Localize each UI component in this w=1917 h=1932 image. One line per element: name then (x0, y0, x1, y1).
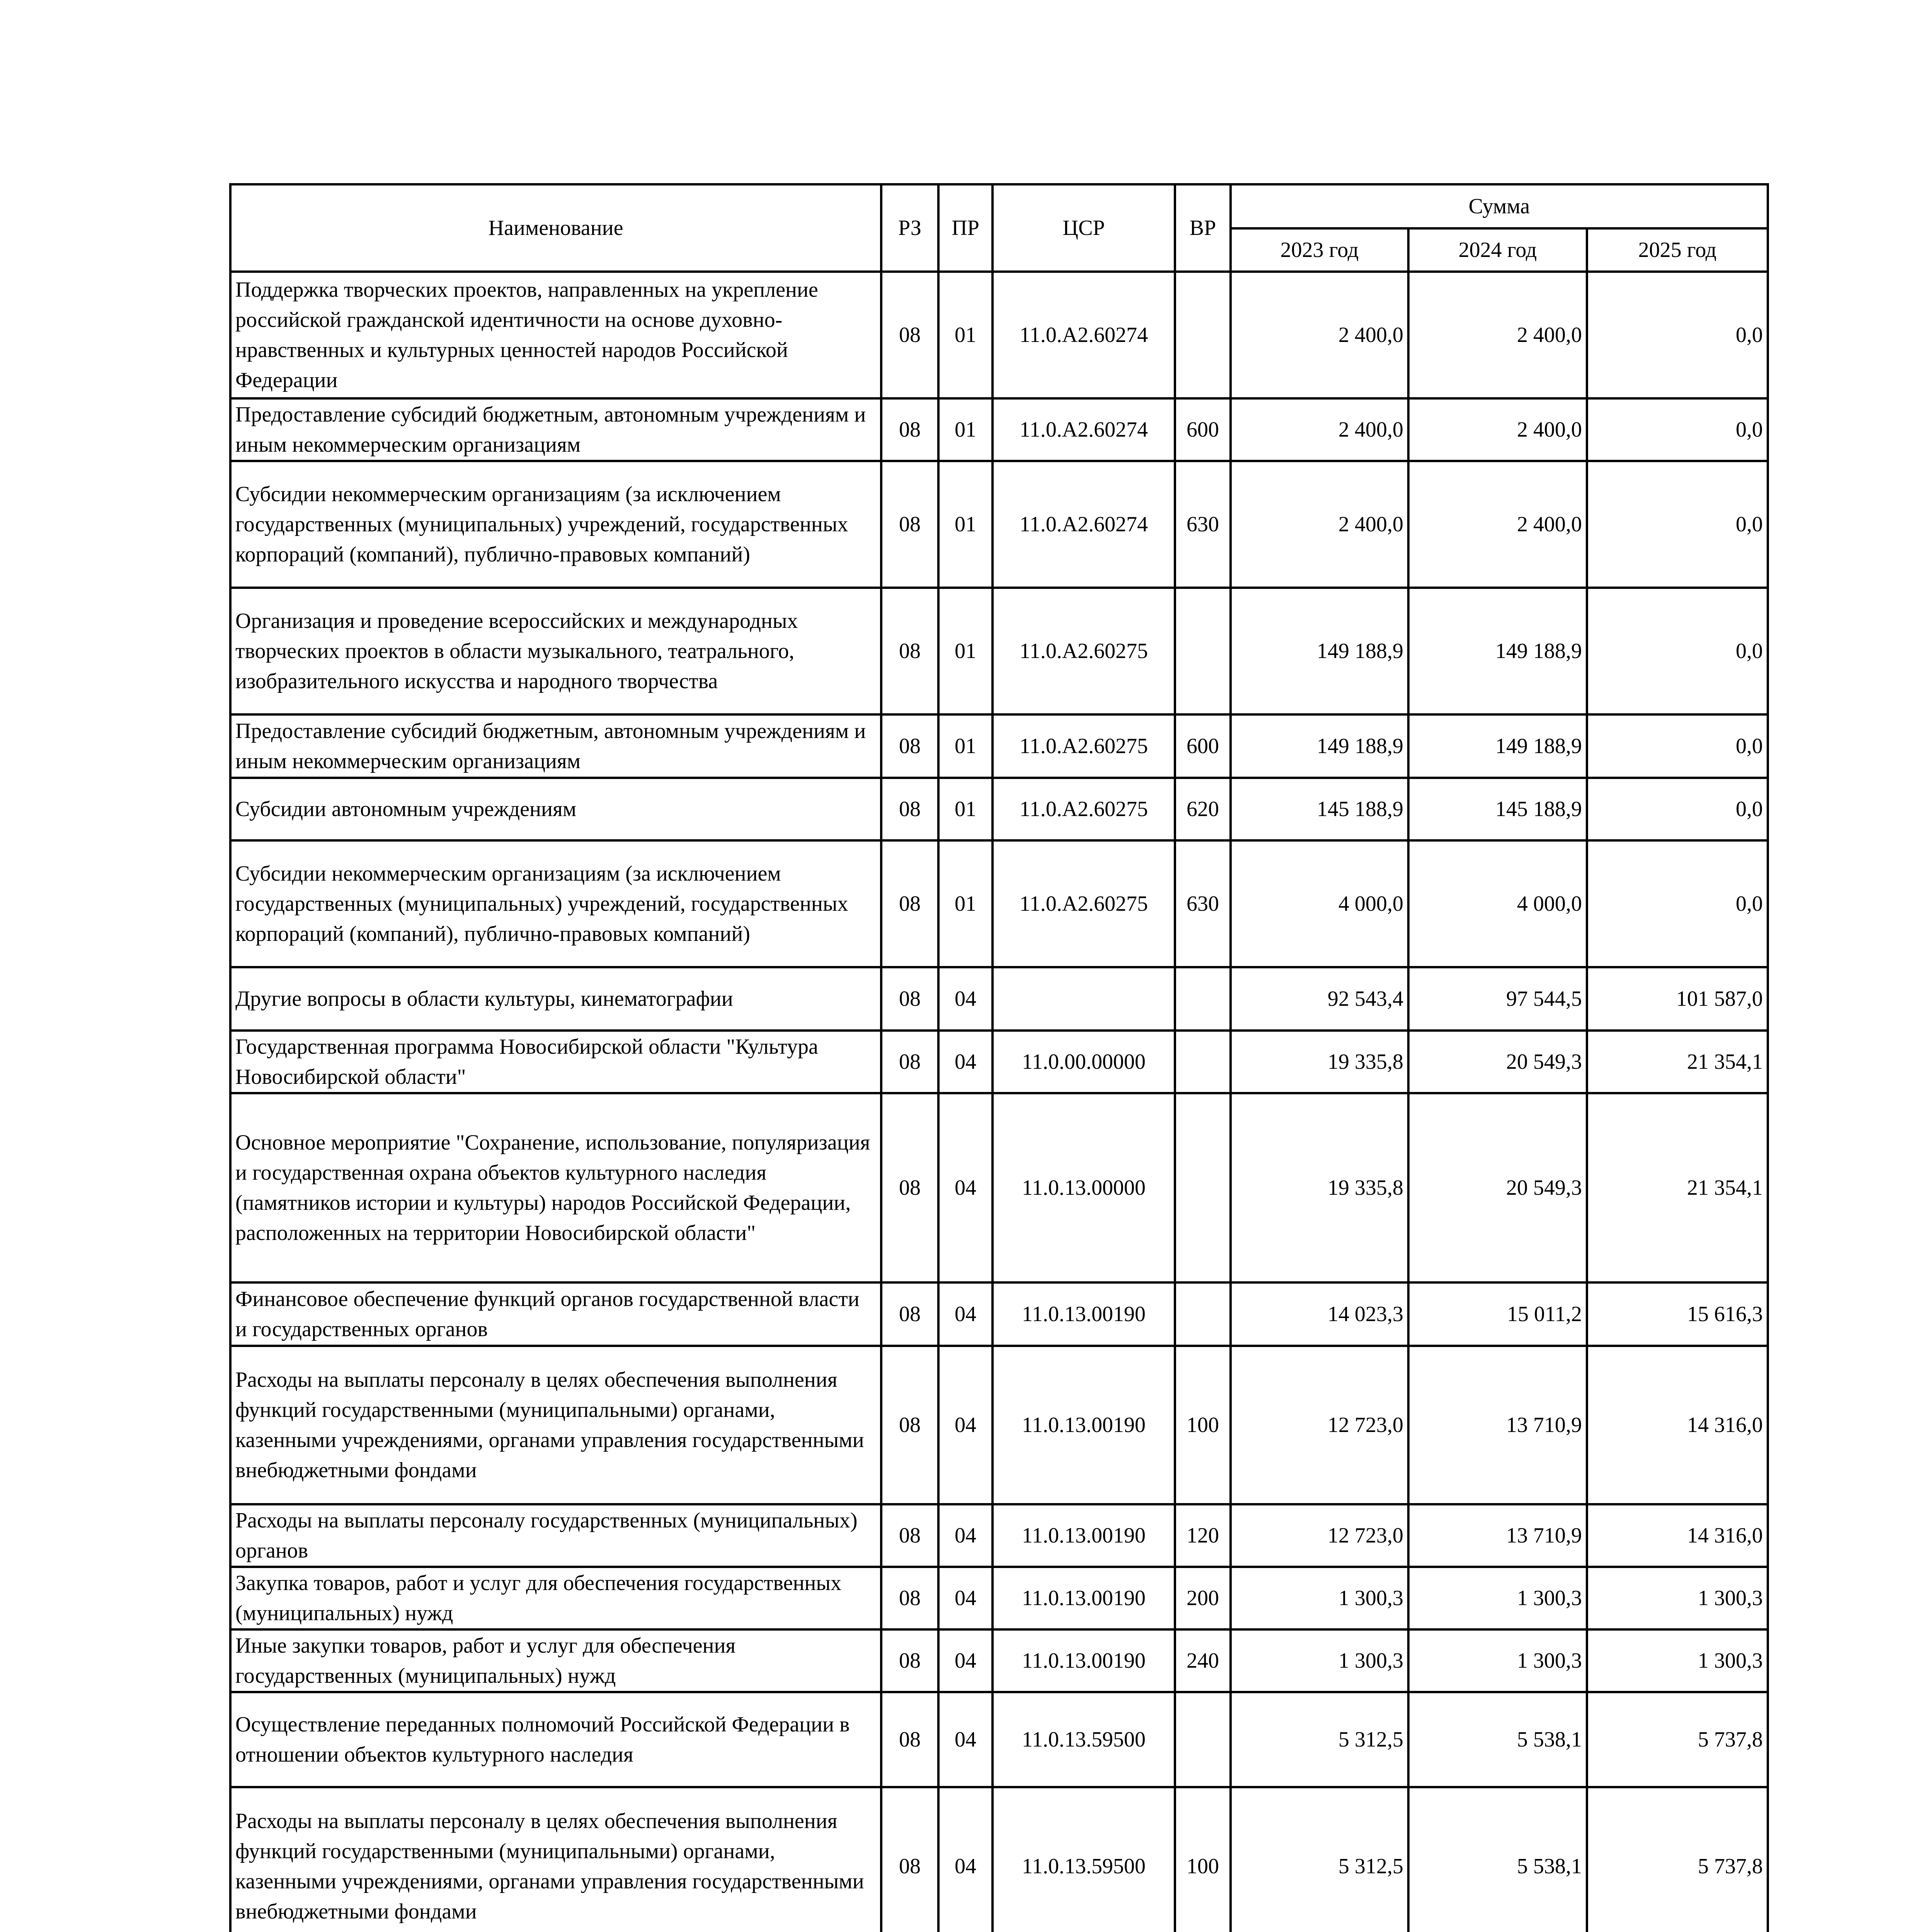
row-rz: 08 (881, 967, 938, 1031)
row-pr: 01 (938, 398, 993, 461)
row-amount-2025: 5 737,8 (1587, 1692, 1768, 1787)
row-amount-2025: 0,0 (1587, 714, 1768, 778)
row-amount-2024: 13 710,9 (1408, 1346, 1587, 1504)
table-row (230, 967, 1768, 1031)
row-name: Основное мероприятие "Сохранение, использование, популяризация и государственная охрана объектов культурного наследия (памятников истории и культуры) народов Российской Федерации, расположенных на территории Новосибирской области" (230, 1093, 881, 1282)
row-amount-2025: 0,0 (1587, 272, 1768, 398)
header-pr: ПР (938, 184, 993, 272)
row-vr: 600 (1175, 398, 1231, 461)
row-amount-2024: 20 549,3 (1408, 1031, 1587, 1093)
row-amount-2023: 2 400,0 (1231, 272, 1408, 398)
row-rz: 08 (881, 1031, 938, 1093)
row-amount-2025: 21 354,1 (1587, 1031, 1768, 1093)
row-amount-2024: 2 400,0 (1408, 461, 1587, 588)
row-vr: 100 (1175, 1787, 1231, 1932)
row-pr: 04 (938, 1692, 993, 1787)
row-csr: 11.0.13.00190 (993, 1504, 1175, 1567)
table-row (230, 840, 1768, 967)
row-vr (1175, 967, 1231, 1031)
table-row (230, 1031, 1768, 1093)
row-amount-2024: 2 400,0 (1408, 272, 1587, 398)
row-pr: 04 (938, 1504, 993, 1567)
row-rz: 08 (881, 1093, 938, 1282)
row-pr: 04 (938, 1346, 993, 1504)
table-row (230, 1629, 1768, 1692)
header-sum: Сумма (1231, 184, 1768, 228)
table-row (230, 1692, 1768, 1787)
row-amount-2025: 1 300,3 (1587, 1567, 1768, 1629)
row-pr: 04 (938, 1093, 993, 1282)
row-amount-2023: 19 335,8 (1231, 1031, 1408, 1093)
row-rz: 08 (881, 398, 938, 461)
row-pr: 01 (938, 840, 993, 967)
row-csr: 11.0.00.00000 (993, 1031, 1175, 1093)
row-csr: 11.0.А2.60275 (993, 778, 1175, 840)
row-name: Предоставление субсидий бюджетным, автономным учреждениям и иным некоммерческим организациям (230, 398, 881, 461)
row-rz: 08 (881, 778, 938, 840)
row-csr: 11.0.13.00190 (993, 1282, 1175, 1346)
row-rz: 08 (881, 1692, 938, 1787)
row-amount-2025: 101 587,0 (1587, 967, 1768, 1031)
row-pr: 01 (938, 714, 993, 778)
row-amount-2024: 149 188,9 (1408, 714, 1587, 778)
row-vr (1175, 272, 1231, 398)
row-amount-2023: 5 312,5 (1231, 1787, 1408, 1932)
header-csr: ЦСР (993, 184, 1175, 272)
row-amount-2023: 149 188,9 (1231, 588, 1408, 714)
row-csr: 11.0.13.59500 (993, 1692, 1175, 1787)
row-name: Предоставление субсидий бюджетным, автономным учреждениям и иным некоммерческим организациям (230, 714, 881, 778)
header-year-2025: 2025 год (1587, 228, 1768, 272)
row-pr: 01 (938, 778, 993, 840)
row-amount-2024: 5 538,1 (1408, 1787, 1587, 1932)
row-amount-2023: 14 023,3 (1231, 1282, 1408, 1346)
row-vr (1175, 1282, 1231, 1346)
row-amount-2025: 14 316,0 (1587, 1346, 1768, 1504)
row-rz: 08 (881, 1629, 938, 1692)
row-amount-2024: 13 710,9 (1408, 1504, 1587, 1567)
row-amount-2024: 1 300,3 (1408, 1567, 1587, 1629)
row-name: Организация и проведение всероссийских и международных творческих проектов в области музыкального, театрального, изобразительного искусства и народного творчества (230, 588, 881, 714)
row-csr: 11.0.13.00190 (993, 1567, 1175, 1629)
row-vr (1175, 1093, 1231, 1282)
row-amount-2024: 15 011,2 (1408, 1282, 1587, 1346)
row-amount-2023: 1 300,3 (1231, 1629, 1408, 1692)
row-amount-2023: 2 400,0 (1231, 461, 1408, 588)
row-vr: 100 (1175, 1346, 1231, 1504)
header-vr: ВР (1175, 184, 1231, 272)
table-row (230, 1093, 1768, 1282)
table-row (230, 778, 1768, 840)
row-vr: 600 (1175, 714, 1231, 778)
row-amount-2025: 1 300,3 (1587, 1629, 1768, 1692)
row-amount-2023: 2 400,0 (1231, 398, 1408, 461)
header-year-2023: 2023 год (1231, 228, 1408, 272)
row-rz: 08 (881, 1504, 938, 1567)
row-amount-2025: 0,0 (1587, 588, 1768, 714)
row-csr: 11.0.13.00190 (993, 1629, 1175, 1692)
row-amount-2024: 1 300,3 (1408, 1629, 1587, 1692)
row-rz: 08 (881, 714, 938, 778)
table-row (230, 1282, 1768, 1346)
row-vr: 200 (1175, 1567, 1231, 1629)
row-amount-2024: 149 188,9 (1408, 588, 1587, 714)
row-amount-2023: 4 000,0 (1231, 840, 1408, 967)
row-amount-2024: 4 000,0 (1408, 840, 1587, 967)
row-name: Другие вопросы в области культуры, кинематографии (230, 967, 881, 1031)
row-pr: 01 (938, 588, 993, 714)
row-name: Субсидии некоммерческим организациям (за исключением государственных (муниципальных) учреждений, государственных корпораций (компаний), публично-правовых компаний) (230, 461, 881, 588)
row-amount-2023: 12 723,0 (1231, 1346, 1408, 1504)
row-amount-2024: 97 544,5 (1408, 967, 1587, 1031)
row-vr: 240 (1175, 1629, 1231, 1692)
row-rz: 08 (881, 1282, 938, 1346)
row-pr: 04 (938, 1031, 993, 1093)
budget-table (229, 183, 1769, 1932)
row-rz: 08 (881, 272, 938, 398)
row-name: Закупка товаров, работ и услуг для обеспечения государственных (муниципальных) нужд (230, 1567, 881, 1629)
table-row (230, 1504, 1768, 1567)
header-name: Наименование (230, 184, 881, 272)
row-amount-2023: 92 543,4 (1231, 967, 1408, 1031)
row-amount-2025: 0,0 (1587, 461, 1768, 588)
row-pr: 01 (938, 272, 993, 398)
row-amount-2025: 15 616,3 (1587, 1282, 1768, 1346)
row-amount-2024: 20 549,3 (1408, 1093, 1587, 1282)
row-vr: 630 (1175, 840, 1231, 967)
table-header (230, 184, 1768, 272)
row-csr: 11.0.13.59500 (993, 1787, 1175, 1932)
row-csr: 11.0.А2.60275 (993, 588, 1175, 714)
table-row (230, 588, 1768, 714)
row-amount-2023: 149 188,9 (1231, 714, 1408, 778)
table-row (230, 1567, 1768, 1629)
row-pr: 04 (938, 1282, 993, 1346)
row-csr: 11.0.А2.60275 (993, 840, 1175, 967)
row-name: Субсидии автономным учреждениям (230, 778, 881, 840)
row-csr: 11.0.А2.60274 (993, 272, 1175, 398)
row-amount-2025: 14 316,0 (1587, 1504, 1768, 1567)
row-amount-2024: 145 188,9 (1408, 778, 1587, 840)
row-pr: 01 (938, 461, 993, 588)
row-rz: 08 (881, 461, 938, 588)
row-amount-2023: 145 188,9 (1231, 778, 1408, 840)
header-rz: РЗ (881, 184, 938, 272)
row-amount-2025: 0,0 (1587, 840, 1768, 967)
table-row (230, 1787, 1768, 1932)
row-amount-2024: 5 538,1 (1408, 1692, 1587, 1787)
row-name: Расходы на выплаты персоналу в целях обеспечения выполнения функций государственными (муниципальными) органами, казенными учреждениями, органами управления государственными внебюджетными фондами (230, 1787, 881, 1932)
row-amount-2025: 5 737,8 (1587, 1787, 1768, 1932)
table-row (230, 461, 1768, 588)
row-amount-2023: 5 312,5 (1231, 1692, 1408, 1787)
header-year-2024: 2024 год (1408, 228, 1587, 272)
row-name: Финансовое обеспечение функций органов государственной власти и государственных органов (230, 1282, 881, 1346)
row-csr: 11.0.13.00000 (993, 1093, 1175, 1282)
row-amount-2023: 19 335,8 (1231, 1093, 1408, 1282)
row-rz: 08 (881, 1567, 938, 1629)
row-pr: 04 (938, 1629, 993, 1692)
row-amount-2025: 21 354,1 (1587, 1093, 1768, 1282)
row-name: Государственная программа Новосибирской области "Культура Новосибирской области" (230, 1031, 881, 1093)
row-amount-2024: 2 400,0 (1408, 398, 1587, 461)
row-vr (1175, 588, 1231, 714)
row-amount-2025: 0,0 (1587, 398, 1768, 461)
row-vr: 620 (1175, 778, 1231, 840)
row-name: Осуществление переданных полномочий Российской Федерации в отношении объектов культурного наследия (230, 1692, 881, 1787)
row-rz: 08 (881, 840, 938, 967)
row-amount-2023: 1 300,3 (1231, 1567, 1408, 1629)
row-rz: 08 (881, 1346, 938, 1504)
table-body (230, 272, 1768, 1932)
row-csr: 11.0.А2.60275 (993, 714, 1175, 778)
row-rz: 08 (881, 588, 938, 714)
row-vr: 120 (1175, 1504, 1231, 1567)
row-name: Расходы на выплаты персоналу в целях обеспечения выполнения функций государственными (муниципальными) органами, казенными учреждениями, органами управления государственными внебюджетными фондами (230, 1346, 881, 1504)
row-name: Поддержка творческих проектов, направленных на укрепление российской гражданской идентичности на основе духовно-нравственных и культурных ценностей народов Российской Федерации (230, 272, 881, 398)
row-amount-2025: 0,0 (1587, 778, 1768, 840)
row-name: Расходы на выплаты персоналу государственных (муниципальных) органов (230, 1504, 881, 1567)
row-vr: 630 (1175, 461, 1231, 588)
row-rz: 08 (881, 1787, 938, 1932)
table-row (230, 1346, 1768, 1504)
table-row (230, 714, 1768, 778)
row-csr: 11.0.А2.60274 (993, 461, 1175, 588)
row-csr: 11.0.А2.60274 (993, 398, 1175, 461)
row-vr (1175, 1692, 1231, 1787)
row-pr: 04 (938, 967, 993, 1031)
row-name: Иные закупки товаров, работ и услуг для обеспечения государственных (муниципальных) нужд (230, 1629, 881, 1692)
row-csr: 11.0.13.00190 (993, 1346, 1175, 1504)
table-row (230, 398, 1768, 461)
table-row (230, 272, 1768, 398)
row-pr: 04 (938, 1567, 993, 1629)
row-vr (1175, 1031, 1231, 1093)
row-csr (993, 967, 1175, 1031)
row-pr: 04 (938, 1787, 993, 1932)
row-amount-2023: 12 723,0 (1231, 1504, 1408, 1567)
row-name: Субсидии некоммерческим организациям (за исключением государственных (муниципальных) учреждений, государственных корпораций (компаний), публично-правовых компаний) (230, 840, 881, 967)
